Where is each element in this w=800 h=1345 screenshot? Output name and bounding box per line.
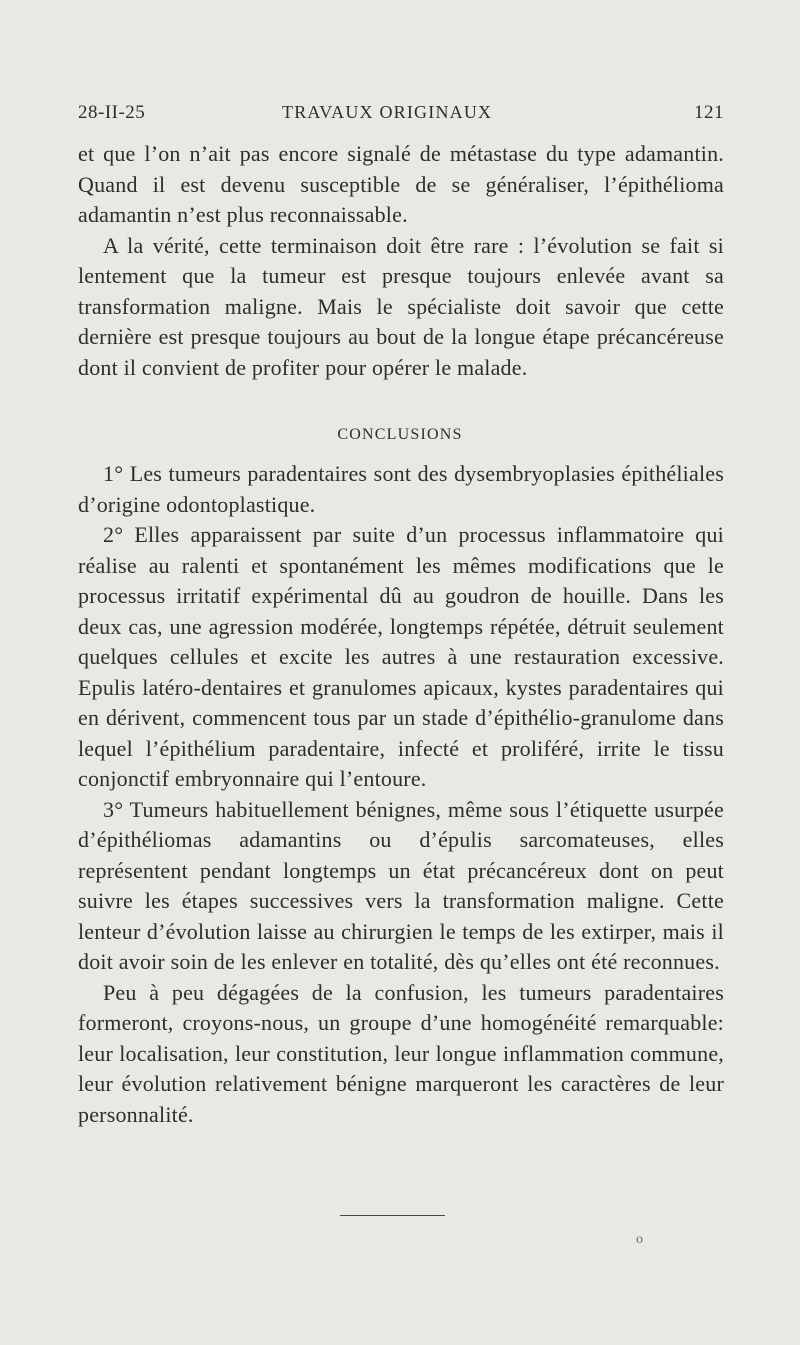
end-rule <box>340 1215 445 1216</box>
footer-mark: o <box>636 1232 643 1247</box>
header-title: TRAVAUX ORIGINAUX <box>282 102 493 122</box>
page-number: 121 <box>694 102 724 123</box>
closing-paragraph: Peu à peu dégagées de la confusion, les tumeurs paradentaires formeront, croyons-nous, un groupe d’une homogénéité remarquable: leur localisation, leur constitution, leur longue inflammation commune, leur évolution relativement bénigne marqueront les caractères de leur personnalité. <box>78 979 724 1127</box>
header-date: 28-II-25 <box>78 102 146 123</box>
conclusions-text <box>78 459 724 1130</box>
section-heading-conclusions: CONCLUSIONS <box>337 426 463 443</box>
paragraph: A la vérité, cette terminaison doit être rare : l’évolution se fait si lentement que la tumeur est presque toujours enlevée avant sa transformation maligne. Mais le spécialiste doit savoir que cette dernière est presque toujours au bout de la longue étape précancéreuse dont il convient de profiter pour opérer le malade. <box>78 232 724 380</box>
conclusion-3: 3° Tumeurs habituellement bénignes, même sous l’étiquette usurpée d’épithéliomas adamantins ou d’épulis sarcomateuses, elles représentent pendant longtemps un état précancéreux dont on peut suivre les étapes successives vers la transformation maligne. Cette lenteur d’évolution laisse au chirurgien le temps de les extirper, mais il doit avoir soin de les enlever en totalité, dès qu’elles ont été reconnues. <box>78 796 724 974</box>
running-header <box>78 102 724 132</box>
conclusion-1: 1° Les tumeurs paradentaires sont des dysembryoplasies épithéliales d’origine odontoplastique. <box>78 461 724 517</box>
conclusion-2: 2° Elles apparaissent par suite d’un processus inflammatoire qui réalise au ralenti et spontanément les mêmes modifications que le processus irritatif expérimental dû au goudron de houille. Dans les deux cas, une agression modérée, longtemps répétée, détruit seulement quelques cellules et excite les autres à une restauration excessive. Epulis latéro-dentaires et granulomes apicaux, kystes paradentaires qui en dérivent, commencent tous par un stade d’épithélio-granulome dans lequel l’épithélium paradentaire, infecté et proliféré, irrite le tissu conjonctif embryonnaire qui l’entoure. <box>78 522 724 791</box>
paragraph: et que l’on n’ait pas encore signalé de métastase du type adamantin. Quand il est devenu susceptible de se généraliser, l’épithélioma adamantin n’est plus reconnaissable. <box>78 141 724 227</box>
intro-text <box>78 139 724 383</box>
